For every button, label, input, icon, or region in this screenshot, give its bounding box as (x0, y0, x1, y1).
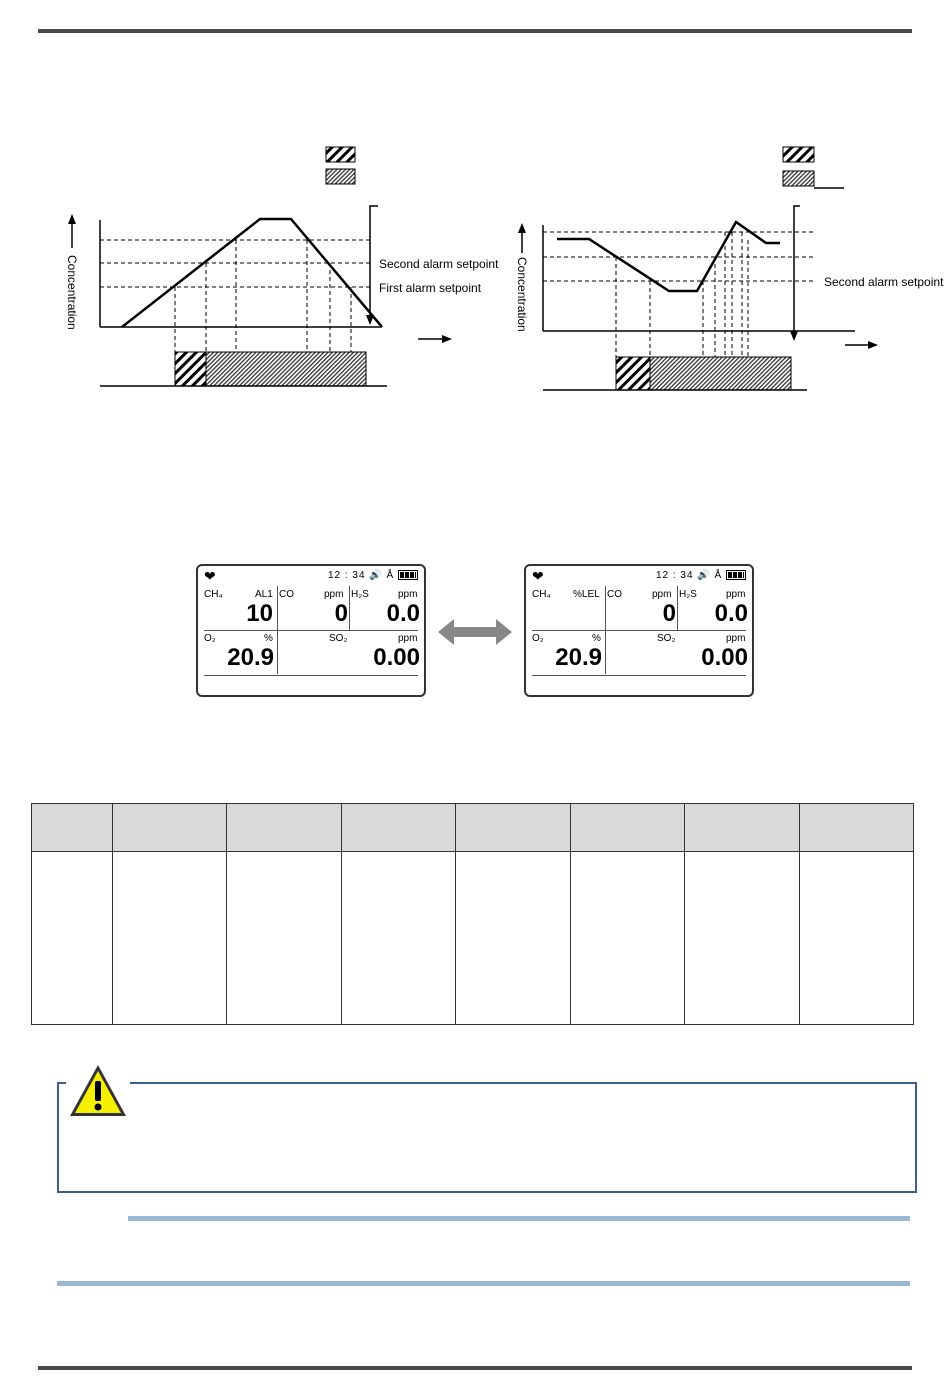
ch4-label: CH₄ (204, 589, 223, 600)
table-cell (456, 852, 570, 1025)
clock: 12 : 34 (327, 570, 366, 581)
speaker-icon: 🔊 (697, 570, 711, 581)
legend-box-1 (326, 147, 355, 162)
heart-icon: ❤ (532, 568, 544, 584)
h2s-label: H₂S (679, 589, 697, 600)
alarm-bar-2 (206, 352, 366, 386)
co-value: 0 (334, 600, 348, 627)
alarm-chart-right (510, 140, 950, 400)
h2s-unit: ppm (726, 589, 746, 600)
table-cell (227, 852, 341, 1025)
so2-value: 0.00 (373, 644, 420, 671)
o2-unit: % (592, 633, 601, 644)
table-header-cell (570, 804, 684, 852)
detector-screen-normal (524, 564, 754, 697)
table-cell (32, 852, 113, 1025)
table-header-row (32, 804, 914, 852)
alarm-chart-left (60, 140, 510, 400)
co-unit: ppm (324, 589, 344, 600)
h2s-label: H₂S (351, 589, 369, 600)
heart-icon: ❤ (204, 568, 216, 584)
table-cell (113, 852, 227, 1025)
warning-box (57, 1082, 917, 1193)
battery-icon (726, 570, 746, 580)
so2-unit: ppm (398, 633, 418, 644)
alarm-table (31, 803, 914, 1025)
double-arrow-icon (438, 617, 512, 647)
table-header-cell (456, 804, 570, 852)
alarm-bar-2 (650, 357, 791, 390)
bluetooth-icon: Å (714, 570, 723, 581)
table-header-cell (32, 804, 113, 852)
table-header-cell (113, 804, 227, 852)
status-bar (328, 570, 418, 581)
ch4-value: 10 (246, 600, 273, 627)
clock: 12 : 34 (655, 570, 694, 581)
co-label: CO (607, 589, 622, 600)
h2s-value: 0.0 (386, 600, 420, 627)
table-cell (799, 852, 913, 1025)
table-header-cell (227, 804, 341, 852)
co-unit: ppm (652, 589, 672, 600)
annotation-second-alarm: Second alarm setpoint (824, 275, 944, 289)
legend-box-1 (783, 147, 814, 162)
bluetooth-icon: Å (386, 570, 395, 581)
table-cell (685, 852, 799, 1025)
warning-icon (66, 1061, 130, 1121)
detector-screen-alarm (196, 564, 426, 697)
status-bar (656, 570, 746, 581)
y-axis-label: Concentration (515, 257, 529, 332)
h2s-unit: ppm (398, 589, 418, 600)
concentration-line (122, 219, 382, 327)
ch4-unit: %LEL (573, 589, 600, 600)
speaker-icon: 🔊 (369, 570, 383, 581)
alarm-bar-1 (175, 352, 206, 386)
legend-box-2 (783, 171, 814, 186)
legend-box-2 (326, 169, 355, 184)
battery-icon (398, 570, 418, 580)
annotation-first-alarm: First alarm setpoint (379, 281, 482, 295)
h2s-value: 0.0 (714, 600, 748, 627)
table-cell (341, 852, 455, 1025)
table-header-cell (685, 804, 799, 852)
table-header-cell (341, 804, 455, 852)
section-divider (57, 1281, 910, 1286)
co-value: 0 (662, 600, 676, 627)
o2-label: O₂ (204, 633, 216, 644)
so2-label: SO₂ (329, 633, 348, 644)
o2-label: O₂ (532, 633, 544, 644)
ch4-label: CH₄ (532, 589, 551, 600)
so2-label: SO₂ (657, 633, 676, 644)
co-label: CO (279, 589, 294, 600)
alarm-bar-1 (616, 357, 650, 390)
section-divider (128, 1216, 910, 1221)
header-rule (38, 29, 912, 33)
o2-value: 20.9 (227, 644, 274, 671)
o2-value: 20.9 (555, 644, 602, 671)
annotation-second-alarm: Second alarm setpoint (379, 257, 499, 271)
ch4-unit: AL1 (255, 589, 273, 600)
so2-value: 0.00 (701, 644, 748, 671)
so2-unit: ppm (726, 633, 746, 644)
footer-rule (38, 1366, 912, 1370)
y-axis-label: Concentration (65, 255, 79, 330)
table-header-cell (799, 804, 913, 852)
table-cell (570, 852, 684, 1025)
o2-unit: % (264, 633, 273, 644)
table-row (32, 852, 914, 1025)
